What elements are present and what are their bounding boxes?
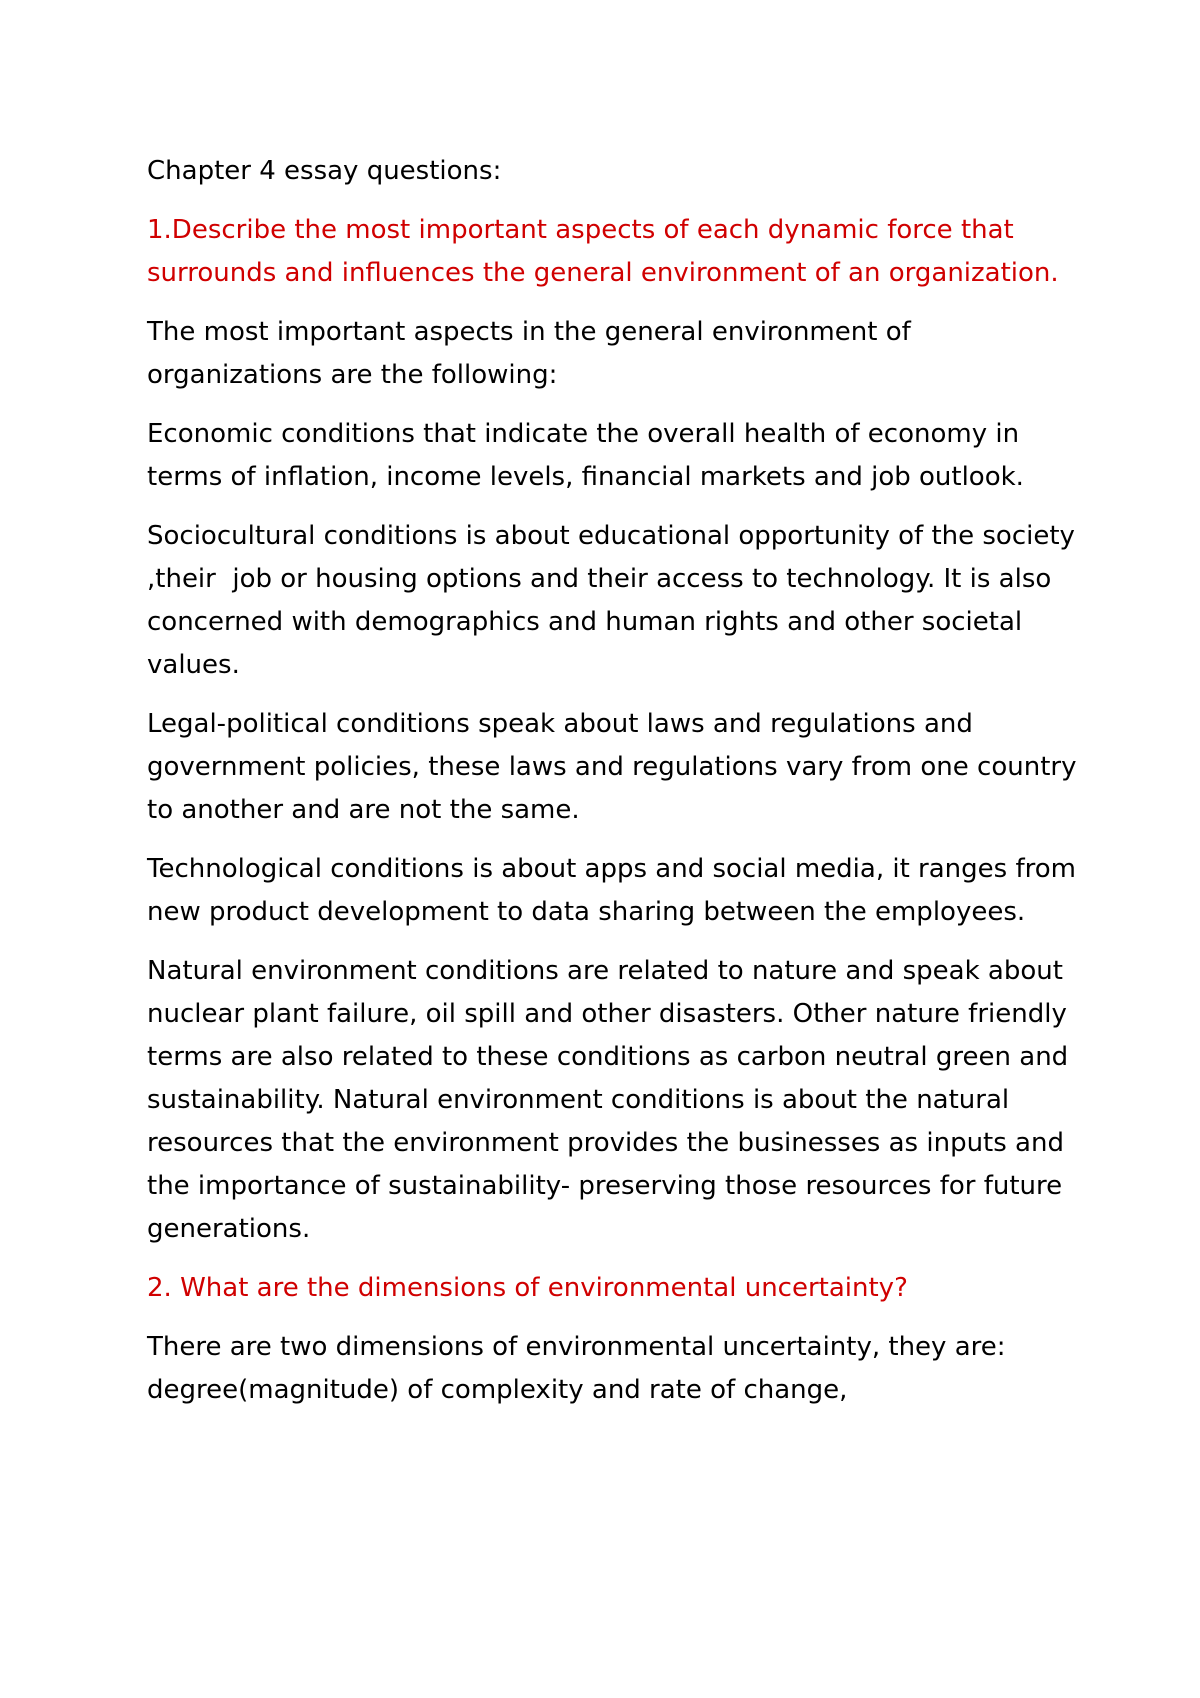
chapter-heading: Chapter 4 essay questions:	[147, 156, 502, 186]
answer-1-economic: Economic conditions that indicate the overall health of economy in terms of inflation, income levels, financial markets and job outlook.	[147, 419, 1028, 492]
document-body	[147, 150, 1087, 1428]
answer-2: There are two dimensions of environmental uncertainty, they are: degree(magnitude) of complexity and rate of change,	[147, 1332, 1014, 1405]
answer-1-natural-environment: Natural environment conditions are related to nature and speak about nuclear plant failure, oil spill and other disasters. Other nature friendly terms are also related to these conditions as carbon neutral green and sustainability. Natural environment conditions is about the natural resources that the environment provides the businesses as inputs and the importance of sustainability- preserving those resources for future generations.	[147, 956, 1077, 1244]
answer-1-technological: Technological conditions is about apps and social media, it ranges from new product development to data sharing between the employees.	[147, 854, 1085, 927]
question-2: 2. What are the dimensions of environmental uncertainty?	[147, 1273, 908, 1303]
answer-1-intro: The most important aspects in the general environment of organizations are the following:	[147, 317, 920, 390]
answer-1-sociocultural: Sociocultural conditions is about educational opportunity of the society ,their job or housing options and their access to technology. It is also concerned with demographics and human rights and other societal values.	[147, 521, 1084, 680]
question-1: 1.Describe the most important aspects of each dynamic force that surrounds and influences the general environment of an organization.	[147, 215, 1059, 288]
answer-1-legal-political: Legal-political conditions speak about laws and regulations and government policies, these laws and regulations vary from one country to another and are not the same.	[147, 709, 1085, 825]
